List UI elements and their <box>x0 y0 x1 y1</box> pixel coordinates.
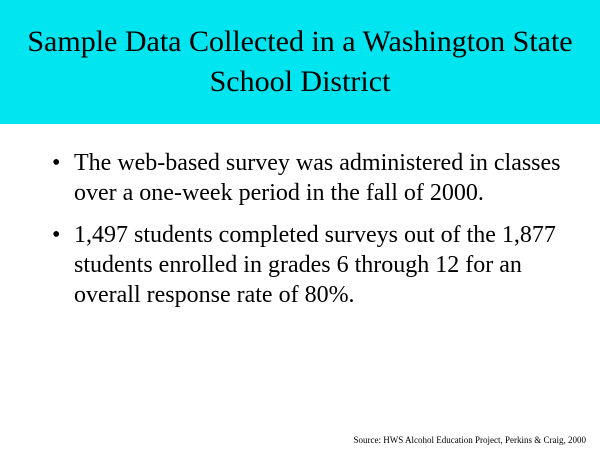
bullet-marker-icon: • <box>52 150 61 176</box>
bullet-item <box>52 148 562 208</box>
bullet-text: The web-based survey was administered in classes over a one-week period in the fall of 2000. <box>74 150 561 206</box>
bullet-list <box>52 148 562 322</box>
slide-title: Sample Data Collected in a Washington State School District <box>27 25 573 98</box>
bullet-item <box>52 220 562 310</box>
source-citation: Source: HWS Alcohol Education Project, Perkins & Craig, 2000 <box>353 435 586 445</box>
bullet-marker-icon: • <box>52 222 61 248</box>
title-band <box>0 0 600 124</box>
bullet-text: 1,497 students completed surveys out of the 1,877 students enrolled in grades 6 through 12 for an overall response rate of 80%. <box>74 222 556 308</box>
